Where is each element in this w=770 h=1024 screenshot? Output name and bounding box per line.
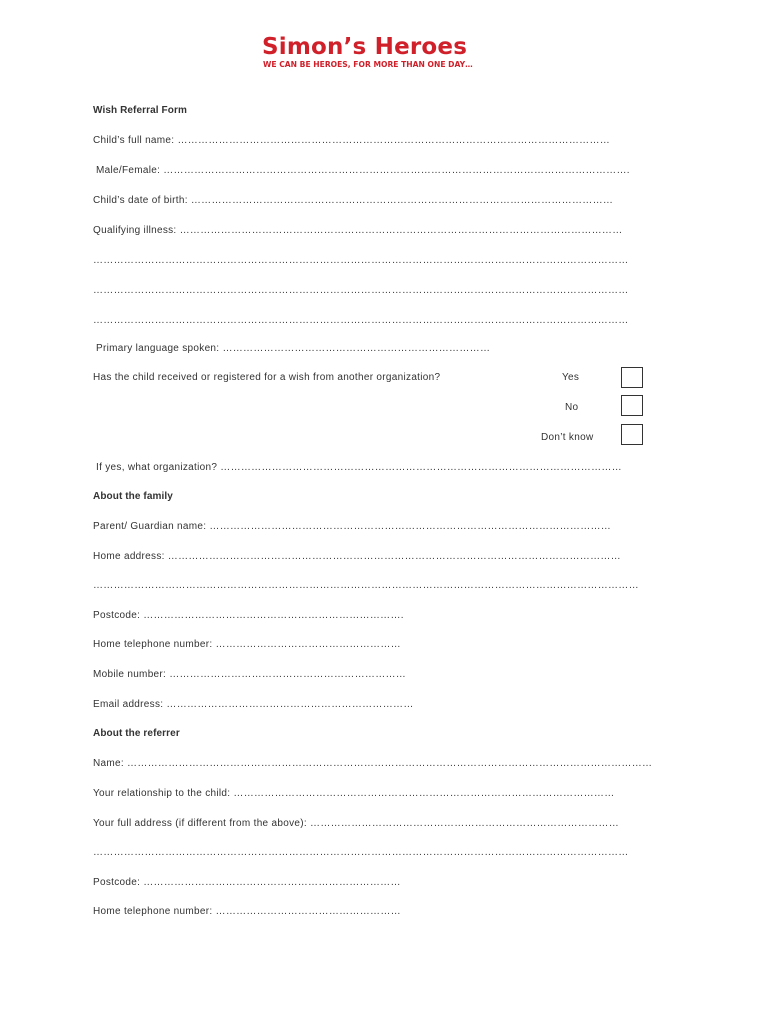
family-section-heading: About the family: [93, 491, 173, 502]
dont-know-checkbox[interactable]: [621, 424, 643, 445]
no-checkbox[interactable]: [621, 395, 643, 416]
illness-line-2[interactable]: …………………………………………………………………………………………………………………………………………: [93, 285, 629, 296]
gender-field[interactable]: Male/Female: ……………………………………………………………………………………………………………………….: [96, 165, 630, 176]
child-name-field[interactable]: Child’s full name: ………………………………………………………………………………………………………………: [93, 135, 611, 146]
home-address-line-2[interactable]: ……………………………………………………………………………………………………………………………………………: [93, 580, 639, 591]
option-dont-know-label: Don’t know: [541, 432, 594, 443]
postcode-field[interactable]: Postcode: ………………………………………………………………….: [93, 610, 404, 621]
referrer-address-line-2[interactable]: …………………………………………………………………………………………………………………………………………: [93, 847, 629, 858]
referrer-postcode-field[interactable]: Postcode: …………………………………………………………………: [93, 877, 401, 888]
home-address-field[interactable]: Home address: ……………………………………………………………………………………………………………………: [93, 551, 621, 562]
referrer-home-phone-field[interactable]: Home telephone number: ………………………………………………: [93, 906, 401, 917]
logo-title: Simon’s Heroes: [262, 34, 468, 60]
relationship-field[interactable]: Your relationship to the child: …………………………………………………………………………………………………: [93, 788, 615, 799]
illness-line-3[interactable]: …………………………………………………………………………………………………………………………………………: [93, 315, 629, 326]
dob-field[interactable]: Child’s date of birth: ……………………………………………………………………………………………………………: [93, 195, 614, 206]
referrer-address-field[interactable]: Your full address (if different from the above): ………………………………………………………………………………: [93, 818, 620, 829]
email-field[interactable]: Email address: ………………………………………………………………: [93, 699, 414, 710]
referrer-name-field[interactable]: Name: ………………………………………………………………………………………………………………………………………: [93, 758, 653, 769]
other-organization-field[interactable]: If yes, what organization? ………………………………………………………………………………………………………: [96, 462, 622, 473]
referrer-section-heading: About the referrer: [93, 728, 180, 739]
home-phone-field[interactable]: Home telephone number: ………………………………………………: [93, 639, 401, 650]
yes-checkbox[interactable]: [621, 367, 643, 388]
wish-question: Has the child received or registered for a wish from another organization?: [93, 372, 441, 383]
form-title: Wish Referral Form: [93, 105, 187, 116]
option-no-label: No: [565, 402, 579, 413]
guardian-name-field[interactable]: Parent/ Guardian name: ………………………………………………………………………………………………………: [93, 521, 612, 532]
illness-line-1[interactable]: …………………………………………………………………………………………………………………………………………: [93, 255, 629, 266]
language-field[interactable]: Primary language spoken: ……………………………………………………………………: [96, 343, 491, 354]
option-yes-label: Yes: [562, 372, 580, 383]
simons-heroes-logo: [262, 34, 492, 70]
mobile-field[interactable]: Mobile number: ……………………………………………………………: [93, 669, 407, 680]
illness-field[interactable]: Qualifying illness: …………………………………………………………………………………………………………………: [93, 225, 623, 236]
logo-tagline: WE CAN BE HEROES, FOR MORE THAN ONE DAY…: [263, 60, 473, 69]
